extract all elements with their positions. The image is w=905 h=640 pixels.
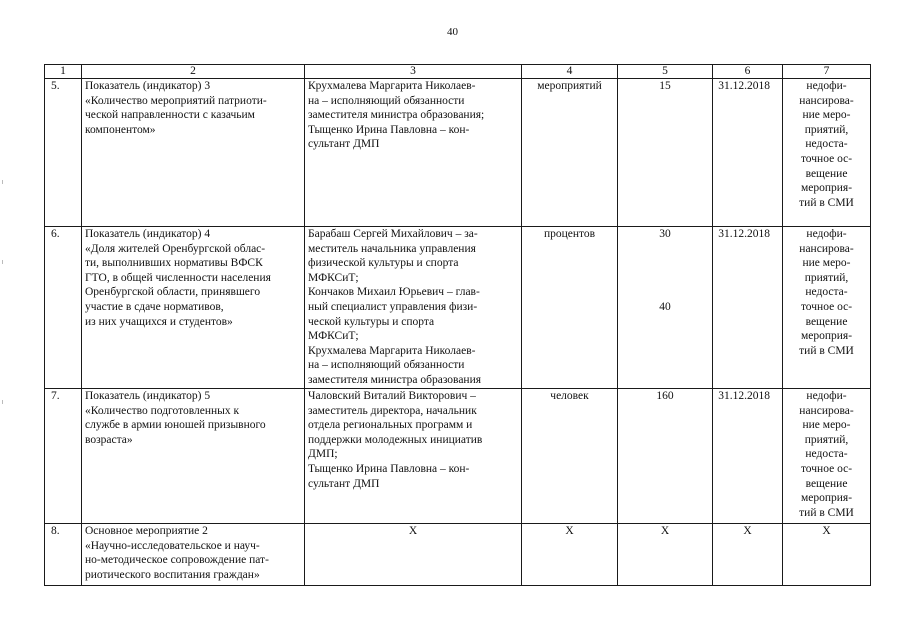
column-number-cell: 5 [618, 65, 713, 79]
row-number-cell: 8. [45, 524, 82, 586]
page-number: 40 [447, 26, 458, 38]
unit-cell: человек [522, 389, 618, 524]
date-cell: X [713, 524, 783, 586]
measures-table [44, 64, 871, 586]
risk-cell: недофи- нансирова- ние меро- приятий, недоста- точное ос- вещение мероприя- тий в СМИ [783, 227, 871, 389]
responsible-cell: Барабаш Сергей Михайлович – за- меститель начальника управления физической культуры и спорта МФКСиТ; Кончаков Михаил Юрьевич – глав- ный специалист управления физи- ческой культуры и спорта МФКСиТ; Крухмалева Маргарита Николаев- на – исполняющий обязанности заместителя министра образования [305, 227, 522, 389]
risk-cell: недофи- нансирова- ние меро- приятий, недоста- точное ос- вещение мероприя- тий в СМИ [783, 389, 871, 524]
table-row [45, 79, 871, 227]
scan-artifact-mark [2, 400, 3, 404]
column-number-cell: 3 [305, 65, 522, 79]
date-cell: 31.12.2018 [713, 227, 783, 389]
value-cell: 160 [618, 389, 713, 524]
row-number-cell: 6. [45, 227, 82, 389]
responsible-cell: Чаловский Виталий Викторович – заместитель директора, начальник отдела региональных программ и поддержки молодежных инициатив ДМП; Тыщенко Ирина Павловна – кон- сультант ДМП [305, 389, 522, 524]
scan-artifact-mark [2, 260, 3, 264]
row-number-cell: 5. [45, 79, 82, 227]
column-number-cell: 2 [82, 65, 305, 79]
date-cell: 31.12.2018 [713, 79, 783, 227]
risk-cell: X [783, 524, 871, 586]
unit-cell: процентов [522, 227, 618, 389]
measure-name-cell: Основное мероприятие 2 «Научно-исследовательское и науч- но-методическое сопровождение пат- риотического воспитания граждан» [82, 524, 305, 586]
column-number-cell: 4 [522, 65, 618, 79]
table-row [45, 227, 871, 389]
measure-name-cell: Показатель (индикатор) 3 «Количество мероприятий патриоти- ческой направленности с казачьим компонентом» [82, 79, 305, 227]
value-secondary: 40 [659, 300, 671, 313]
table-row [45, 389, 871, 524]
risk-cell: недофи- нансирова- ние меро- приятий, недоста- точное ос- вещение мероприя- тий в СМИ [783, 79, 871, 227]
value-cell: 15 [618, 79, 713, 227]
date-cell: 31.12.2018 [713, 389, 783, 524]
measure-name-cell: Показатель (индикатор) 4 «Доля жителей Оренбургской облас- ти, выполнивших нормативы ВФСК ГТО, в общей численности населения Оренбургской области, принявшего участие в сдаче нормативов, из них учащихся и студентов» [82, 227, 305, 389]
value-primary: 30 [659, 228, 671, 240]
column-number-cell: 1 [45, 65, 82, 79]
table-row [45, 524, 871, 586]
column-number-row [45, 65, 871, 79]
row-number-cell: 7. [45, 389, 82, 524]
responsible-cell: Крухмалева Маргарита Николаев- на – исполняющий обязанности заместителя министра образования; Тыщенко Ирина Павловна – кон- сультант ДМП [305, 79, 522, 227]
column-number-cell: 7 [783, 65, 871, 79]
value-cell: X [618, 524, 713, 586]
measure-name-cell: Показатель (индикатор) 5 «Количество подготовленных к службе в армии юношей призывного возраста» [82, 389, 305, 524]
responsible-cell: X [305, 524, 522, 586]
unit-cell: X [522, 524, 618, 586]
value-cell [618, 227, 713, 389]
unit-cell: мероприятий [522, 79, 618, 227]
column-number-cell: 6 [713, 65, 783, 79]
scan-artifact-mark [2, 180, 3, 184]
